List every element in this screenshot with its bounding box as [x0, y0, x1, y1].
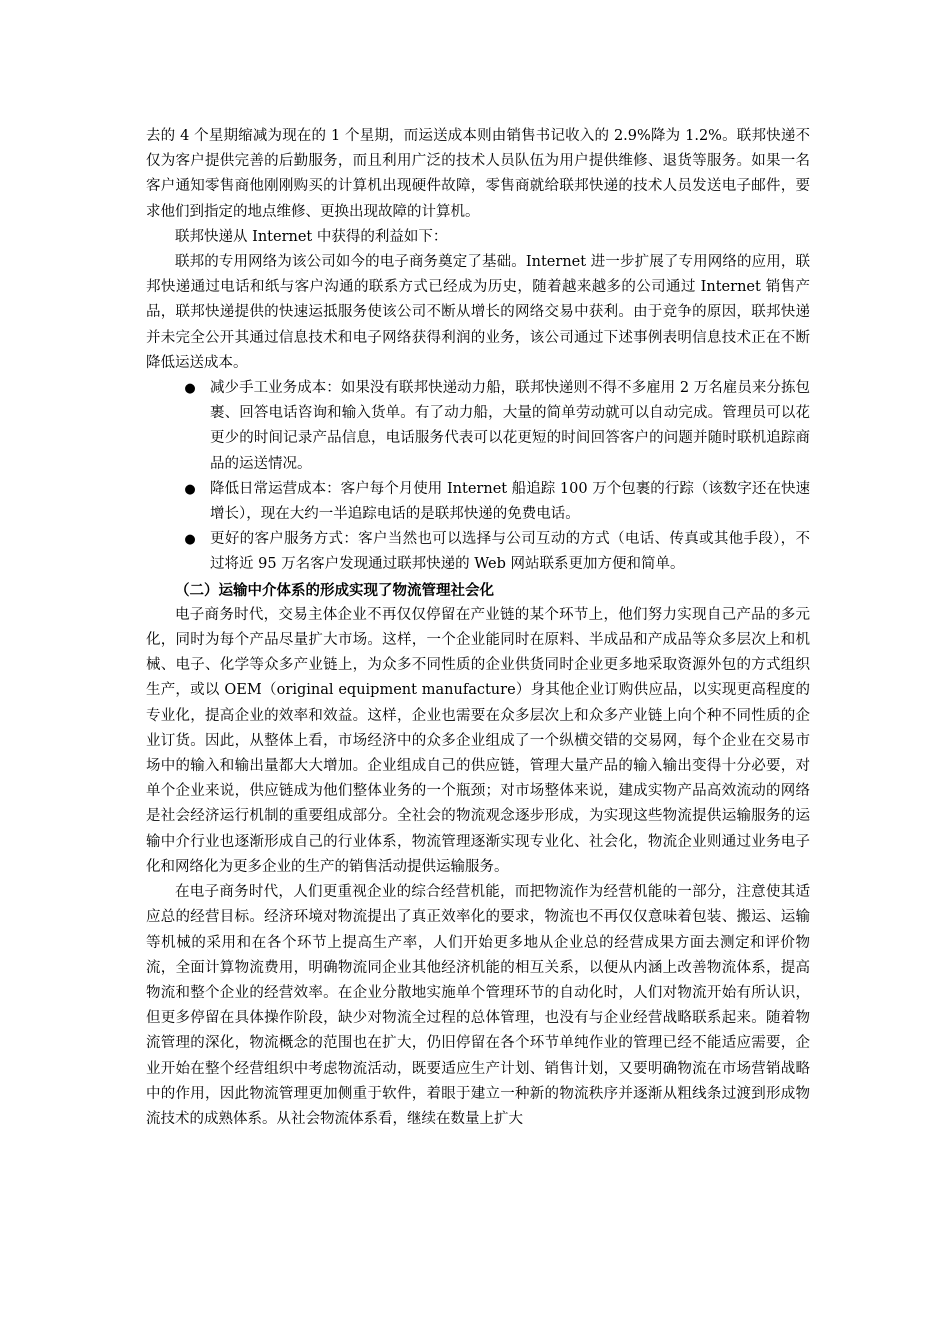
list-item-text: 更好的客户服务方式：客户当然也可以选择与公司互动的方式（电话、传真或其他手段），不过将近 95 万名客户发现通过联邦快递的 Web 网站联系更加方便和简单。 — [210, 531, 810, 573]
paragraph-logistics-management: 在电子商务时代，人们更重视企业的综合经营机能，而把物流作为经营机能的一部分，注意使其适应总的经营目标。经济环境对物流提出了真正效率化的要求，物流也不再仅仅意味着包装、搬运、运输等机械的采用和在各个环节上提高生产率，人们开始更多地从企业总的经营成果方面去测定和评价物流，全面计算物流费用，明确物流同企业其他经济机能的相互关系，以便从内涵上改善物流体系，提高物流和整个企业的经营效率。在企业分散地实施单个管理环节的自动化时，人们对物流开始有所认识，但更多停留在具体操作阶段，缺少对物流全过程的总体管理，也没有与企业经营战略联系起来。随着物流管理的深化，物流概念的范围也在扩大，仍旧停留在各个环节单纯作业的管理已经不能适应需要，企业开始在整个经营组织中考虑物流活动，既要适应生产计划、销售计划，又要明确物流在市场营销战略中的作用，因此物流管理更加侧重于软件，着眼于建立一种新的物流秩序并逐渐从粗线条过渡到形成物流技术的成熟体系。从社会物流体系看，继续在数量上扩大 — [146, 884, 810, 1127]
paragraph-private-network: 联邦的专用网络为该公司如今的电子商务奠定了基础。Internet 进一步扩展了专用网络的应用，联邦快递通过电话和纸与客户沟通的联系方式已经成为历史，随着越来越多的公司通过 Internet 销售产品，联邦快递提供的快速运抵服务使该公司不断从增长的网络交易中获利。由于竞争的原因，联邦快递并未完全公开其通过信息技术和电子网络获得利润的业务，该公司通过下述事例表明信息技术正在不断降低运送成本。 — [146, 254, 810, 371]
bullet-icon: ● — [184, 532, 196, 548]
section-heading: （二）运输中介体系的形成实现了物流管理社会化 — [175, 581, 494, 599]
paragraph-continuation: 去的 4 个星期缩减为现在的 1 个星期，而运送成本则由销售书记收入的 2.9%降为 1.2%。联邦快递不仅为客户提供完善的后勤服务，而且利用广泛的技术人员队伍为用户提供维修、退货等服务。如果一名客户通知零售商他刚刚购买的计算机出现硬件故障，零售商就给联邦快递的技术人员发送电子邮件，要求他们到指定的地点维修、更换出现故障的计算机。 — [146, 128, 810, 220]
document-page — [146, 124, 810, 1132]
paragraph-benefits-intro: 联邦快递从 Internet 中获得的利益如下： — [175, 228, 448, 245]
list-item — [146, 527, 810, 577]
bullet-icon: ● — [184, 481, 196, 497]
bullet-icon: ● — [184, 381, 196, 397]
list-item-text: 减少手工业务成本：如果没有联邦快递动力船，联邦快递则不得不多雇用 2 万名雇员来分拣包裹、回答电话咨询和输入货单。有了动力船，大量的简单劳动就可以自动完成。管理员可以花更少的时间记录产品信息，电话服务代表可以花更短的时间回答客户的问题并随时联机追踪商品的运送情况。 — [210, 380, 810, 472]
list-item — [146, 477, 810, 527]
benefit-list — [146, 376, 810, 578]
list-item — [146, 376, 810, 477]
paragraph-ecommerce-era: 电子商务时代，交易主体企业不再仅仅停留在产业链的某个环节上，他们努力实现自己产品的多元化，同时为每个产品尽量扩大市场。这样，一个企业能同时在原料、半成品和产成品等众多层次上和机械、电子、化学等众多产业链上，为众多不同性质的企业供货同时企业更多地采取资源外包的方式组织生产，或以 OEM（original equipment manufacture）身其他企业订购供应品，以实现更高程度的专业化，提高企业的效率和效益。这样，企业也需要在众多层次上和众多产业链上向个种不同性质的企业订货。因此，从整体上看，市场经济中的众多企业组成了一个纵横交错的交易网，每个企业在交易市场中的输入和输出量都大大增加。企业组成自己的供应链，管理大量产品的输入输出变得十分必要，对单个企业来说，供应链成为他们整体业务的一个瓶颈；对市场整体来说，建成实物产品高效流动的网络是社会经济运行机制的重要组成部分。全社会的物流观念逐步形成，为实现这些物流提供运输服务的运输中介行业也逐渐形成自己的行业体系，物流管理逐渐实现专业化、社会化，物流企业则通过业务电子化和网络化为更多企业的生产的销售活动提供运输服务。 — [146, 606, 810, 875]
list-item-text: 降低日常运营成本：客户每个月使用 Internet 船追踪 100 万个包裹的行踪（该数字还在快速增长），现在大约一半追踪电话的是联邦快递的免费电话。 — [210, 480, 810, 523]
